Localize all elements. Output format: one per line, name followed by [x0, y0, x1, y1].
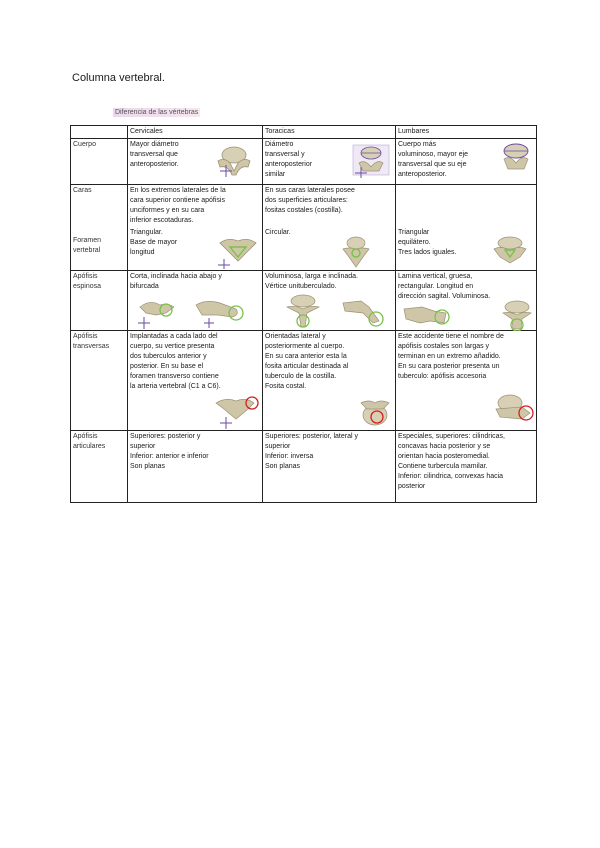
header-row [71, 126, 537, 139]
cell-transversas-toracicas: Orientadas lateral y posteriormente al cuerpo. En su cara anterior esta la fosita articular destinada al tuberculo de la costilla. Fosita costal. [263, 331, 396, 431]
table-row-cuerpo [71, 139, 537, 185]
thoracic-body-vertebra-icon [351, 141, 393, 179]
table-row-espinosa [71, 271, 537, 331]
cell-transversas-cervicales: Implantadas a cada lado del cuerpo, su vertice presenta dos tuberculos anterior y posterior. En su base el foramen transverso contiene la arteria vertebral (C1 a C6). [128, 331, 263, 431]
row-label-caras-foramen: Caras Foramen vertebral [71, 185, 128, 271]
lumbar-transverse-vertebra-icon [492, 389, 536, 425]
header-cervicales: Cervicales [128, 126, 263, 139]
cell-espinosa-toracicas: Voluminosa, larga e inclinada. Vértice unituberculado. [263, 271, 396, 331]
thoracic-spinous-lateral-icon [339, 295, 387, 327]
lumbar-spinous-lateral-icon [400, 303, 452, 329]
cell-transversas-lumbares: Este accidente tiene el nombre de apófisis costales son largas y terminan en un extremo añadido. En su cara posterior presenta un tuberculo: apófisis accesoria [396, 331, 537, 431]
cell-cuerpo-toracicas: Diámetro transversal y anteroposterior similar [263, 139, 396, 185]
cervical-transverse-vertebra-icon [212, 395, 262, 431]
header-empty [71, 126, 128, 139]
row-label-transversas: Apófisis transversas [71, 331, 128, 431]
cell-cuerpo-lumbares: Cuerpo más voluminoso, mayor eje transversal que su eje anteroposterior. [396, 139, 537, 185]
cervical-spinous-lateral-icon [192, 293, 248, 329]
cervical-body-vertebra-icon [214, 141, 258, 179]
thoracic-transverse-vertebra-icon [355, 393, 395, 429]
cell-articulares-cervicales: Superiores: posterior y superior Inferior: anterior e inferior Son planas [128, 431, 263, 503]
row-label-cuerpo: Cuerpo [71, 139, 128, 185]
thoracic-foramen-vertebra-icon [339, 235, 373, 269]
cell-caras-foramen-lumbares: Triangular equilátero. Tres lados iguales. [396, 185, 537, 271]
header-lumbares: Lumbares [396, 126, 537, 139]
lumbar-spinous-vertebra-icon [500, 299, 534, 331]
cell-cuerpo-cervicales: Mayor diámetro transversal que anteroposterior. [128, 139, 263, 185]
thoracic-spinous-vertebra-icon [283, 293, 323, 331]
row-label-espinosa: Apófisis espinosa [71, 271, 128, 331]
row-label-articulares: Apófisis articulares [71, 431, 128, 503]
table-subtitle: Diferencia de las vértebras [115, 109, 199, 116]
header-toracicas: Toracicas [263, 126, 396, 139]
cell-espinosa-lumbares: Lamina vertical, gruesa, rectangular. Longitud en dirección sagital. Voluminosa. [396, 271, 537, 331]
cervical-spinous-vertebra-icon [136, 293, 180, 329]
page-title: Columna vertebral. [72, 72, 165, 84]
cell-espinosa-cervicales: Corta, inclinada hacia abajo y bifurcada [128, 271, 263, 331]
cell-caras-foramen-toracicas: En sus caras laterales posee dos superficies articulares: fositas costales (costilla). Circular. [263, 185, 396, 271]
cell-articulares-lumbares: Especiales, superiores: cilindricas, concavas hacia posterior y se orientan hacia posteromedial. Contiene turbercula mamilar. Inferior: cilindrica, convexas hacia posterior [396, 431, 537, 503]
vertebrae-comparison-table [70, 125, 537, 503]
table-row-caras-foramen [71, 185, 537, 271]
table-row-articulares [71, 431, 537, 503]
table-row-transversas [71, 331, 537, 431]
cell-articulares-toracicas: Superiores: posterior, lateral y superior Inferior: inversa Son planas [263, 431, 396, 503]
cell-caras-foramen-cervicales: En los extremos laterales de la cara superior contiene apófisis unciformes y en su cara inferior escotaduras. Triangular. Base de mayor longitud [128, 185, 263, 271]
